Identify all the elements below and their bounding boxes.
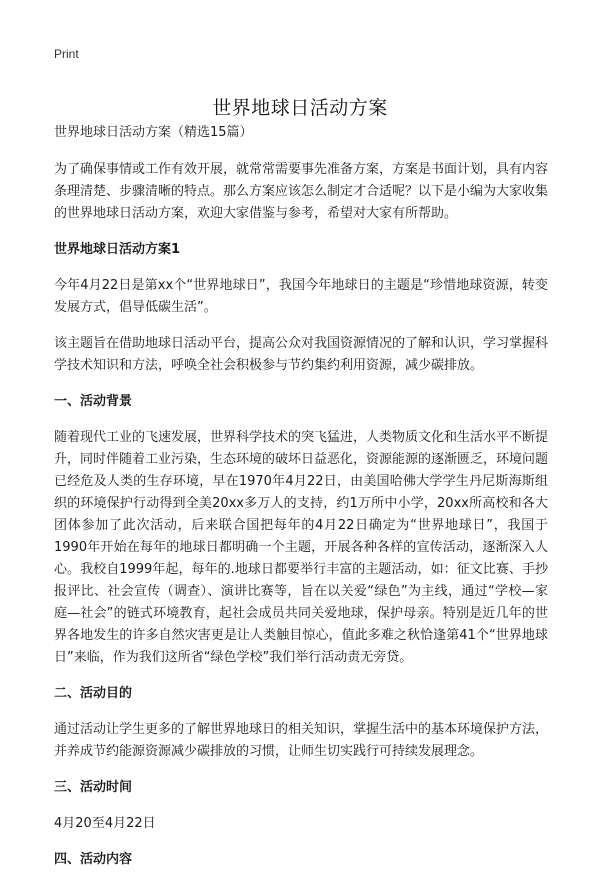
background-heading: 一、活动背景 <box>54 394 133 409</box>
section1-paragraph-1: 今年4月22日是第xx个“世界地球日”，我国今年地球日的主题是“珍惜地球资源，转变发展方式，倡导低碳生活”。 <box>54 278 548 315</box>
time-paragraph: 4月20至4月22日 <box>54 816 156 831</box>
article-body <box>54 122 548 885</box>
intro-paragraph: 为了确保事情或工作有效开展，就常常需要事先准备方案，方案是书面计划，具有内容条理清楚、步骤清晰的特点。那么方案应该怎么制定才合适呢？以下是小编为大家收集的世界地球日活动方案，欢迎大家借鉴与参考，希望对大家有所帮助。 <box>54 162 549 221</box>
page-title: 世界地球日活动方案 <box>212 96 388 119</box>
time-heading: 三、活动时间 <box>54 780 133 795</box>
article-subtitle: 世界地球日活动方案（精选15篇） <box>54 125 253 140</box>
purpose-paragraph: 通过活动让学生更多的了解世界地球日的相关知识，掌握生活中的基本环境保护方法，并养成节约能源资源减少碳排放的习惯，让师生切实践行可持续发展理念。 <box>54 722 549 759</box>
background-paragraph: 随着现代工业的飞速发展，世界科学技术的突飞猛进，人类物质文化和生活水平不断提升，同时伴随着工业污染，生态环境的破坏日益恶化，资源能源的逐渐匮乏，环境问题已经危及人类的生存环境，早在1970年4月22日，由美国哈佛大学学生丹尼斯海斯组织的环境保护行动得到全美20xx多万人的支持，约1万所中小学，20xx所高校和各大团体参加了此次活动，后来联合国把每年的4月22日确定为“世界地球日”，我国于1990年开始在每年的地球日都明确一个主题，开展各种各样的宣传活动，逐渐深入人心。我校自1999年起，每年的.地球日都要举行丰富的主题活动，如：征文比赛、手抄报评比、社会宣传（调查）、演讲比赛等，旨在以关爱“绿色”为主线，通过“学校—家庭—社会”的链式环境教育，起社会成员共同关爱地球，保护母亲。特别是近几年的世界各地发生的许多自然灾害更是让人类触目惊心，值此多难之秋恰逢第41个“世界地球日”来临，作为我们这所省“绿色学校”我们举行活动责无旁贷。 <box>54 430 549 665</box>
print-link[interactable]: Print <box>54 47 79 61</box>
section1-heading: 世界地球日活动方案1 <box>54 242 181 257</box>
section1-paragraph-2: 该主题旨在借助地球日活动平台，提高公众对我国资源情况的了解和认识，学习掌握科学技术知识和方法，呼唤全社会积极参与节约集约利用资源，减少碳排放。 <box>54 336 549 373</box>
purpose-heading: 二、活动目的 <box>54 686 133 701</box>
content-heading: 四、活动内容 <box>54 852 133 867</box>
